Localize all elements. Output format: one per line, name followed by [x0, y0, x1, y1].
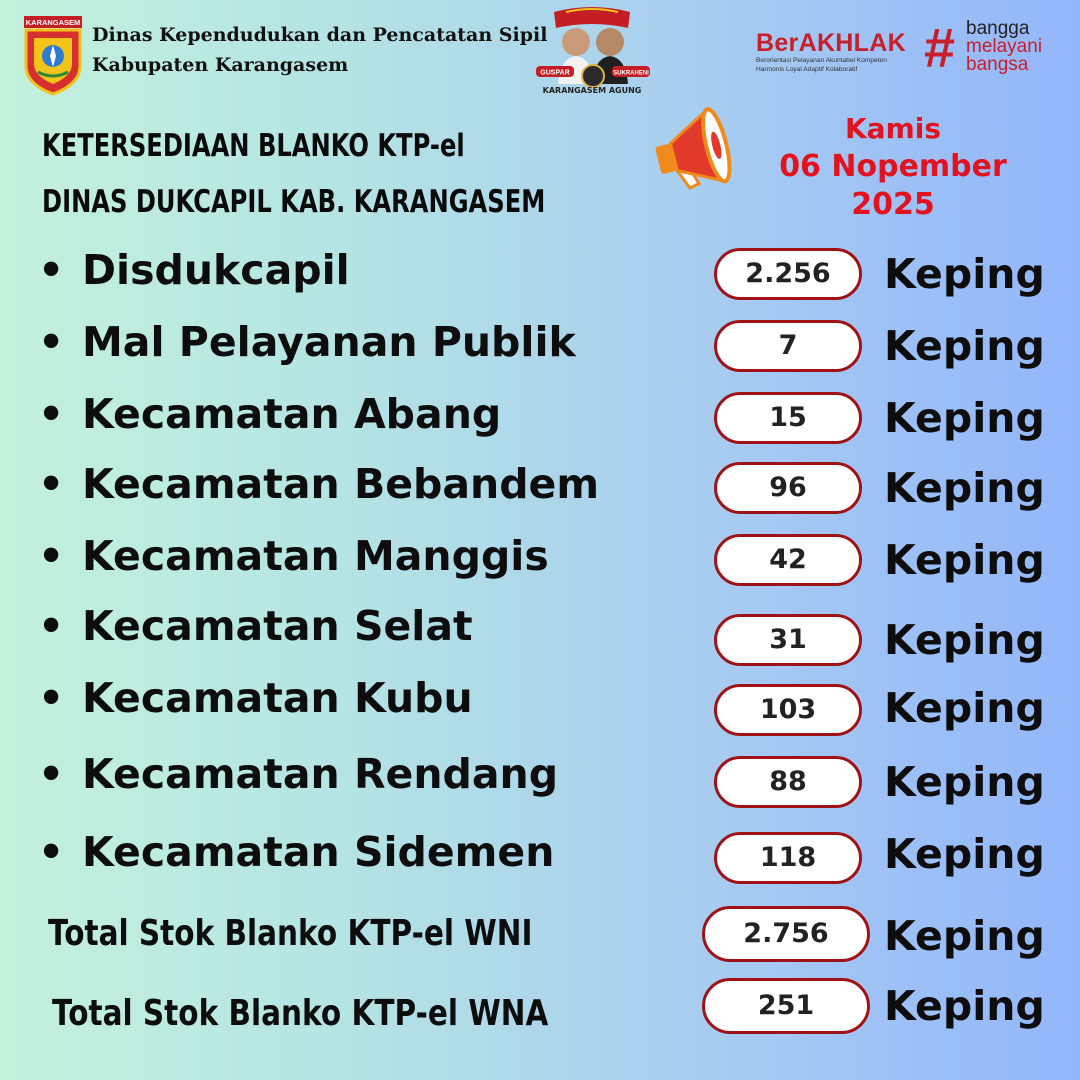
date-day: Kamis: [844, 112, 942, 145]
stock-count-badge: 31: [714, 614, 862, 666]
bullet: •: [38, 828, 65, 876]
page-title: [42, 118, 545, 230]
unit-label: Keping: [884, 616, 1045, 664]
emblem-label: KARANGASEM: [25, 18, 81, 27]
unit-label: Keping: [884, 982, 1045, 1030]
location-name: Disdukcapil: [82, 246, 350, 294]
title-line2: DINAS DUKCAPIL KAB. KARANGASEM: [42, 184, 546, 220]
stock-count-badge: 103: [714, 684, 862, 736]
unit-label: Keping: [884, 912, 1045, 960]
bangga-line1: bangga: [966, 18, 1030, 39]
total-count-badge: 2.756: [702, 906, 870, 962]
total-label: Total Stok Blanko KTP-el WNA: [52, 993, 549, 1034]
stock-count-badge: 88: [714, 756, 862, 808]
list-item: [0, 458, 1080, 518]
karangasem-emblem: [22, 14, 84, 96]
berakhlak-title: BerAKHLAK: [756, 29, 906, 57]
org-name-line2: Kabupaten Karangasem: [92, 54, 349, 76]
org-name-line1: Dinas Kependudukan dan Pencatatan Sipil: [92, 24, 548, 46]
total-row-wni: [0, 906, 1080, 966]
stock-count-badge: 7: [714, 320, 862, 372]
list-item: [0, 388, 1080, 448]
date-block: [734, 110, 1052, 224]
bullet: •: [38, 390, 65, 438]
berakhlak-line1: Berorientasi Pelayanan Akuntabel Kompeten: [756, 57, 887, 64]
campaign-tag-right: SUKRAHENI: [613, 70, 649, 77]
campaign-portrait-logo: [532, 6, 652, 98]
stock-count-badge: 118: [714, 832, 862, 884]
list-item: [0, 244, 1080, 304]
unit-label: Keping: [884, 250, 1045, 298]
bangga-hash-icon: #: [924, 16, 956, 79]
berakhlak-logo: [756, 30, 936, 74]
list-item: [0, 600, 1080, 664]
list-item: [0, 530, 1080, 590]
bangga-line2: melayani: [966, 36, 1043, 57]
list-item: [0, 748, 1080, 808]
unit-label: Keping: [884, 536, 1045, 584]
unit-label: Keping: [884, 830, 1045, 878]
bangga-melayani-bangsa-logo: [966, 20, 1042, 74]
berakhlak-line2: Harmonis Loyal Adaptif Kolaboratif: [756, 66, 858, 73]
bullet: •: [38, 318, 65, 366]
list-item: [0, 672, 1080, 732]
location-name: Kecamatan Bebandem: [82, 460, 600, 508]
bullet: •: [38, 602, 65, 650]
campaign-caption: KARANGASEM AGUNG: [542, 86, 642, 95]
unit-label: Keping: [884, 684, 1045, 732]
unit-label: Keping: [884, 322, 1045, 370]
list-item: [0, 826, 1080, 886]
location-name: Kecamatan Manggis: [82, 532, 549, 580]
bullet: •: [38, 246, 65, 294]
unit-label: Keping: [884, 758, 1045, 806]
total-row-wna: [0, 978, 1080, 1038]
bullet: •: [38, 674, 65, 722]
location-name: Kecamatan Kubu: [82, 674, 473, 722]
bangga-line3: bangsa: [966, 54, 1029, 75]
bullet: •: [38, 532, 65, 580]
stock-count-badge: 15: [714, 392, 862, 444]
total-label: Total Stok Blanko KTP-el WNI: [48, 913, 533, 954]
location-name: Kecamatan Selat: [82, 602, 473, 650]
location-name: Kecamatan Sidemen: [82, 828, 555, 876]
bullet: •: [38, 460, 65, 508]
stock-count-badge: 42: [714, 534, 862, 586]
stock-count-badge: 96: [714, 462, 862, 514]
org-name: [92, 20, 547, 80]
list-item: [0, 316, 1080, 376]
location-name: Kecamatan Rendang: [82, 750, 559, 798]
campaign-tag-left: GUSPAR: [540, 69, 570, 77]
stock-count-badge: 2.256: [714, 248, 862, 300]
unit-label: Keping: [884, 394, 1045, 442]
unit-label: Keping: [884, 464, 1045, 512]
total-count-badge: 251: [702, 978, 870, 1034]
location-name: Mal Pelayanan Publik: [82, 318, 576, 366]
megaphone-icon: [650, 104, 736, 190]
bullet: •: [38, 750, 65, 798]
date-full: 06 Nopember 2025: [779, 149, 1007, 222]
location-name: Kecamatan Abang: [82, 390, 502, 438]
title-line1: KETERSEDIAAN BLANKO KTP-el: [42, 128, 465, 164]
